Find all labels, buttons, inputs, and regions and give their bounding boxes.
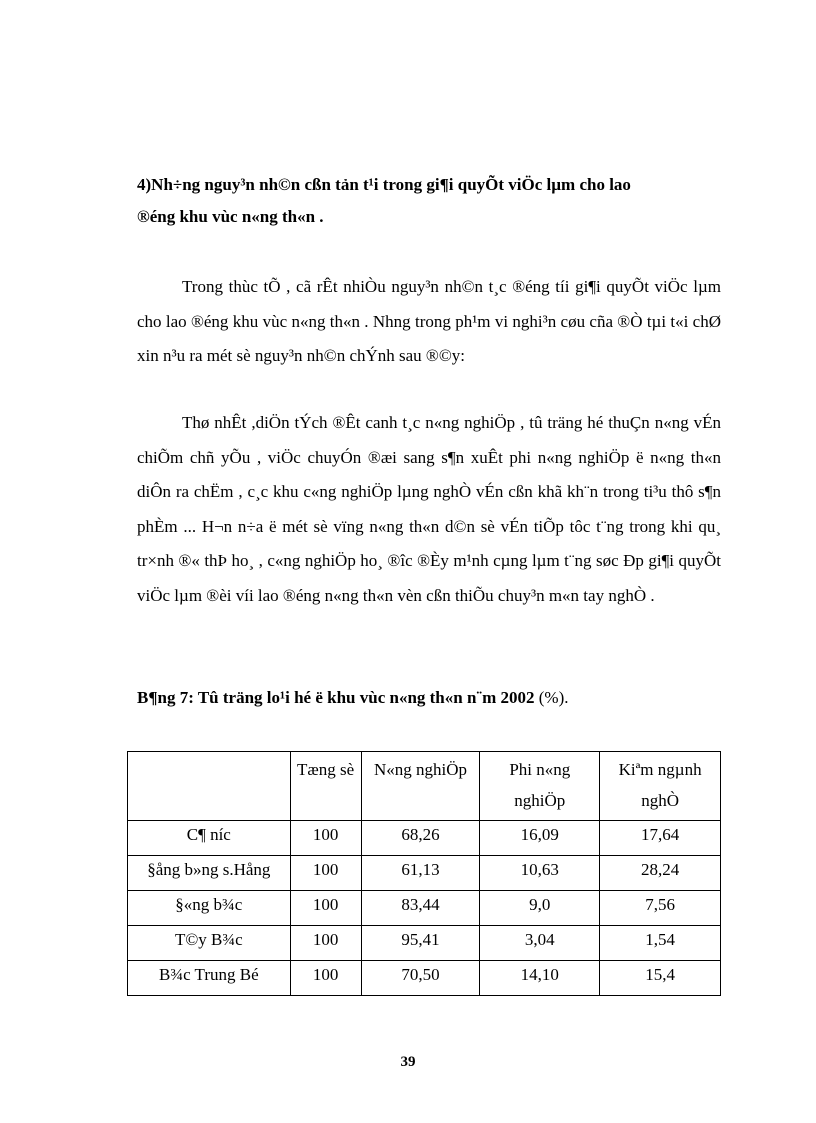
table-cell: 16,09 [480, 821, 600, 856]
table-row [128, 856, 721, 891]
table-cell: 68,26 [361, 821, 480, 856]
table-cell: 14,10 [480, 961, 600, 996]
table-cell: §ång b»ng s.Hång [128, 856, 291, 891]
table-cell: 70,50 [361, 961, 480, 996]
table-cell: T©y B¾c [128, 926, 291, 961]
table-cell: 61,13 [361, 856, 480, 891]
header-cell-region [128, 752, 291, 821]
table-cell: 100 [290, 891, 361, 926]
table-caption [137, 685, 737, 711]
table-cell: 100 [290, 961, 361, 996]
table-cell: 10,63 [480, 856, 600, 891]
table-row [128, 821, 721, 856]
table-cell: 100 [290, 926, 361, 961]
paragraph-2: Thø nhÊt ,diÖn tÝch ®Êt canh t¸c n«ng nghiÖp , tû träng hé thuÇn n«ng vÉn chiÕm chñ yÕu , viÖc chuyÓn ®æi sang s¶n xuÊt phi n«ng nghiÖp ë n«ng th«n diÔn ra chËm , c¸c khu c«ng nghiÖp lµng nghÒ vÉn cßn khã kh¨n trong ti³u thô s¶n phÈm ... H¬n n÷a ë mét sè vïng n«ng th«n d©n sè vÉn tiÕp tôc t¨ng trong khi qu¸ tr×nh ®« thÞ ho¸ , c«ng nghiÖp ho¸ ®îc ®Èy m¹nh cµng lµm t¨ng søc Ðp gi¶i quyÕt viÖc lµm ®èi víi lao ®éng n«ng th«n vèn cßn thiÕu chuy³n m«n tay nghÒ . [137, 413, 721, 605]
table-cell: 7,56 [600, 891, 721, 926]
page-number: 39 [400, 1054, 416, 1070]
table-cell: 9,0 [480, 891, 600, 926]
section-heading-line-1: 4)Nh÷ng nguy³n nh©n cßn tản t¹i trong gi¶i quyÕt viÖc lµm cho lao [137, 175, 631, 194]
header-cell-non-agriculture: Phi n«ng nghiÖp [480, 752, 600, 821]
table-caption-unit: (%). [534, 688, 569, 707]
header-cell-agriculture: N«ng nghiÖp [361, 752, 480, 821]
table-cell: B¾c Trung Bé [128, 961, 291, 996]
table-cell: §«ng b¾c [128, 891, 291, 926]
header-cell-mixed-trades: Kiªm ngµnh nghÒ [600, 752, 721, 821]
table-cell: 95,41 [361, 926, 480, 961]
table-row [128, 891, 721, 926]
table-cell: 17,64 [600, 821, 721, 856]
table-row [128, 926, 721, 961]
table-caption-title: B¶ng 7: Tû träng lo¹i hé ë khu vùc n«ng th«n n¨m 2002 [137, 688, 535, 707]
section-heading [137, 169, 737, 233]
table-cell: 1,54 [600, 926, 721, 961]
table-cell: 28,24 [600, 856, 721, 891]
table-cell: 83,44 [361, 891, 480, 926]
table-cell: 3,04 [480, 926, 600, 961]
table-cell: 100 [290, 856, 361, 891]
table-cell: C¶ níc [128, 821, 291, 856]
table-cell: 15,4 [600, 961, 721, 996]
table-row [128, 961, 721, 996]
table-cell: 100 [290, 821, 361, 856]
header-cell-total: Tæng sè [290, 752, 361, 821]
paragraph-1: Trong thùc tÕ , cã rÊt nhiÒu nguy³n nh©n t¸c ®éng tíi gi¶i quyÕt viÖc lµm cho lao ®éng khu vùc n«ng th«n . Nhng trong ph¹m vi nghi³n cøu cña ®Ò tµi t«i chØ xin n³u ra mét sè nguy³n nh©n chÝnh sau ®©y: [137, 277, 721, 365]
section-heading-line-2: ®éng khu vùc n«ng th«n . [137, 207, 324, 226]
data-table [127, 751, 721, 996]
table-header-row [128, 752, 721, 821]
